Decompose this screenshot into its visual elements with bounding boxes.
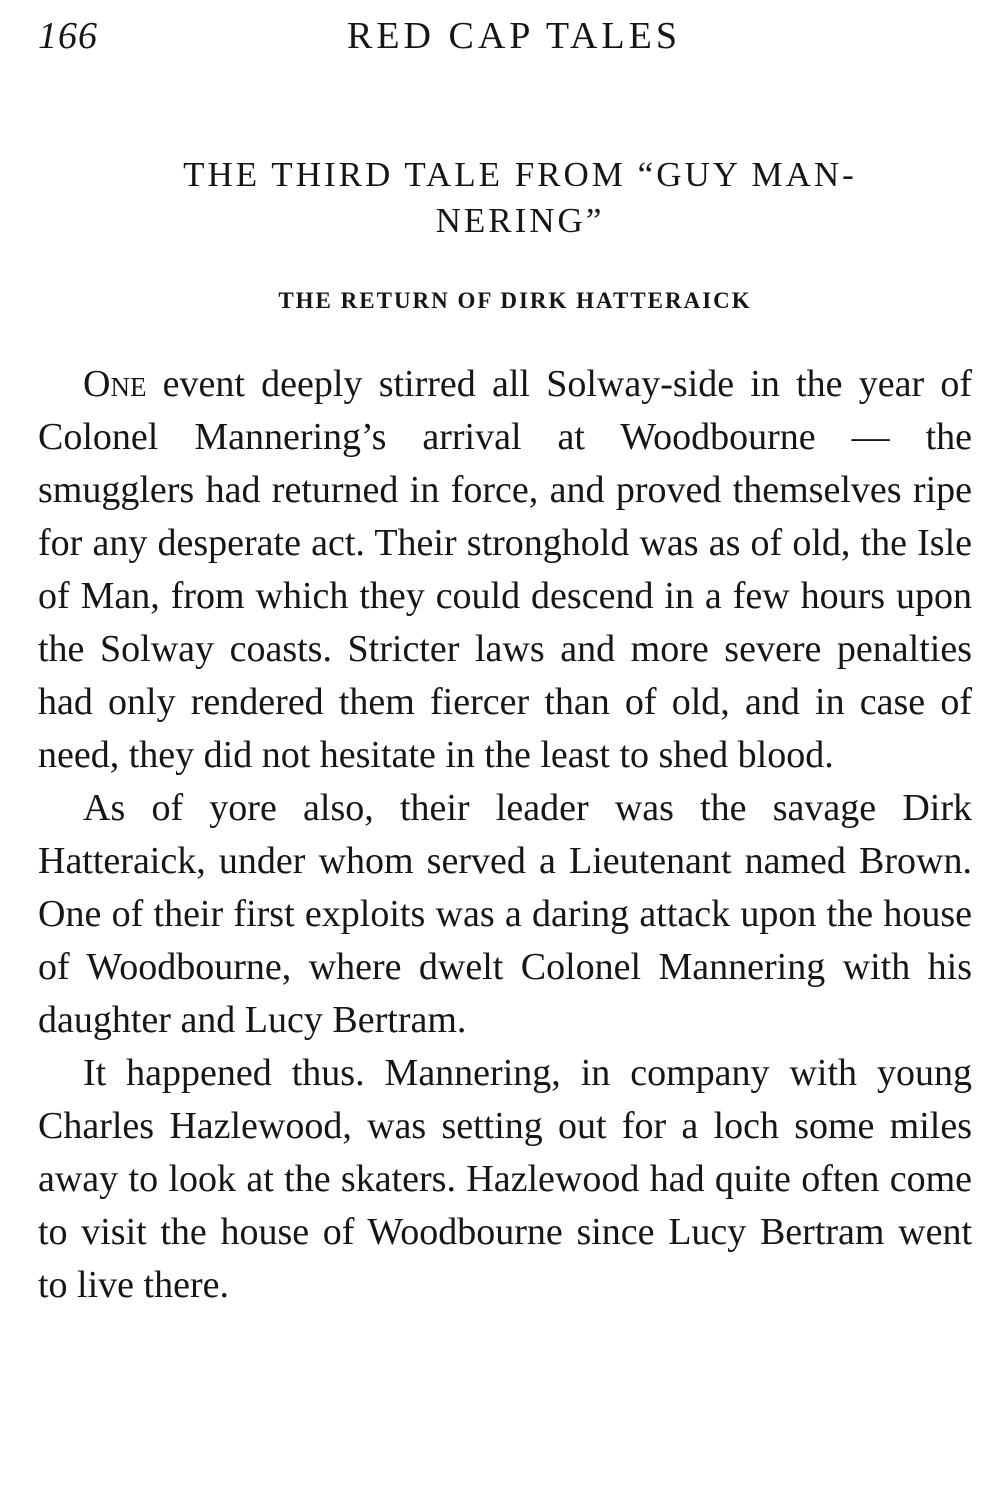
running-title: RED CAP TALES	[347, 15, 681, 57]
paragraph-2: As of yore also, their leader was the savage Dirk Hatteraick, under whom served a Lieutenant named Brown. One of their first exploits was a daring attack upon the house of Woodbourne, where dwelt Colonel Mannering with his daughter and Lucy Bertram.	[38, 787, 972, 1041]
chapter-title-line-2: NERING”	[435, 201, 605, 240]
chapter-title-line-1: THE THIRD TALE FROM “GUY MAN-	[183, 155, 857, 194]
chapter-subtitle: THE RETURN OF DIRK HATTERAICK	[278, 288, 752, 313]
page-number: 166	[38, 15, 98, 57]
chapter-title	[90, 152, 950, 244]
paragraph-3: It happened thus. Mannering, in company with young Charles Hazlewood, was setting out for a loch some miles away to look at the skaters. Hazlewood had quite often come to visit the house of Woodbourne since Lucy Bertram went to live there.	[38, 1052, 972, 1306]
paragraph-1-lead-word: One	[83, 363, 147, 405]
body-text	[38, 358, 972, 1312]
paragraph-1	[38, 358, 972, 782]
running-head	[38, 14, 970, 64]
paragraph-1-text: event deeply stirred all Solway-side in the year of Colonel Mannering’s arrival at Woodbourne — the smugglers had returned in force, and proved themselves ripe for any desperate act. Their stronghold was as of old, the Isle of Man, from which they could descend in a few hours upon the Solway coasts. Stricter laws and more severe penalties had only rendered them fiercer than of old, and in case of need, they did not hesitate in the least to shed blood.	[38, 363, 972, 776]
